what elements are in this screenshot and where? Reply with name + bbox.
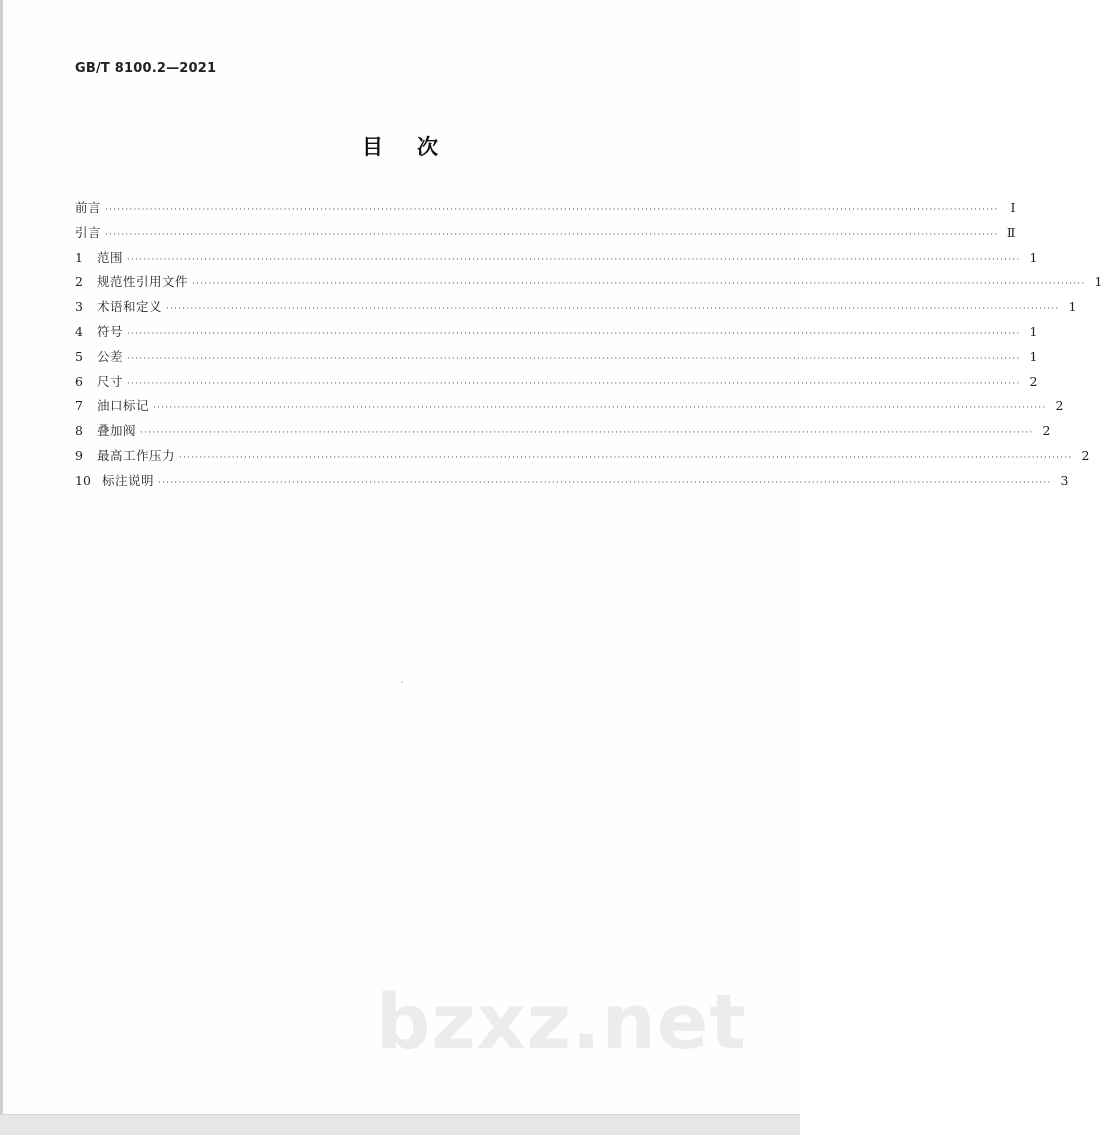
toc-entry-page: Ⅱ xyxy=(1006,224,1016,240)
toc-entry[interactable] xyxy=(75,471,1069,496)
toc-entry-label: 前言 xyxy=(75,200,102,215)
toc-entry[interactable] xyxy=(75,421,1051,446)
toc-entry-number: 9 xyxy=(75,447,83,463)
standard-number: GB/T 8100.2—2021 xyxy=(75,61,217,76)
toc-entry-number: 6 xyxy=(75,373,83,389)
toc-entry[interactable] xyxy=(75,297,1077,322)
toc-leader-dots: ···························································································································································································································· xyxy=(192,279,1086,290)
toc-entry-label: 油口标记 xyxy=(97,398,150,414)
toc-leader-dots: ···························································································································································································································· xyxy=(127,328,1021,339)
toc-entry-label: 规范性引用文件 xyxy=(97,274,189,290)
table-of-contents xyxy=(75,198,1102,496)
toc-entry[interactable] xyxy=(75,272,1102,297)
toc-entry-number: 1 xyxy=(75,249,83,265)
toc-entry-label: 符号 xyxy=(97,323,124,339)
toc-entry-page: 1 xyxy=(1029,348,1038,364)
toc-leader-dots: ···························································································································································································································· xyxy=(153,403,1047,414)
toc-leader-dots: ···························································································································································································································· xyxy=(105,229,999,240)
toc-leader-dots: ···························································································································································································································· xyxy=(166,304,1060,315)
toc-entry-page: 2 xyxy=(1055,398,1064,414)
toc-leader-dots: ···························································································································································································································· xyxy=(127,353,1021,364)
toc-entry-label: 叠加阀 xyxy=(97,423,137,439)
toc-title: 目次 xyxy=(362,135,472,159)
toc-entry-label: 引言 xyxy=(75,224,102,240)
toc-entry-page: Ⅰ xyxy=(1010,200,1016,215)
toc-entry[interactable] xyxy=(75,372,1038,397)
toc-entry-page: 1 xyxy=(1029,249,1038,265)
toc-leader-dots: ···························································································································································································································· xyxy=(158,477,1052,488)
toc-leader-dots: ···························································································································································································································· xyxy=(127,378,1021,389)
toc-entry-page: 1 xyxy=(1094,274,1102,290)
toc-entry-number: 7 xyxy=(75,398,83,414)
page-bottom-band xyxy=(0,1114,800,1135)
toc-entry-label: 公差 xyxy=(97,348,124,364)
toc-entry-number: 4 xyxy=(75,323,83,339)
toc-entry-page: 2 xyxy=(1029,373,1038,389)
toc-entry[interactable] xyxy=(75,322,1038,347)
toc-entry-number: 5 xyxy=(75,348,83,364)
toc-entry-number: 8 xyxy=(75,423,83,439)
scan-speck xyxy=(401,681,403,683)
toc-entry[interactable] xyxy=(75,396,1064,421)
toc-entry-page: 1 xyxy=(1068,299,1077,315)
toc-entry-label: 最高工作压力 xyxy=(97,447,176,463)
toc-entry-label: 术语和定义 xyxy=(97,299,163,315)
toc-entry-number: 3 xyxy=(75,299,83,315)
toc-entry[interactable] xyxy=(75,347,1038,372)
watermark: bzxz.net xyxy=(376,977,747,1066)
toc-entry-page: 1 xyxy=(1029,323,1038,339)
toc-leader-dots: ···························································································································································································································· xyxy=(105,205,999,215)
toc-entry-number: 10 xyxy=(75,472,91,488)
toc-entry[interactable] xyxy=(75,223,1016,248)
toc-leader-dots: ···························································································································································································································· xyxy=(127,254,1021,265)
toc-entry[interactable] xyxy=(75,248,1038,273)
toc-entry-page: 2 xyxy=(1081,447,1090,463)
toc-entry[interactable] xyxy=(75,446,1090,471)
toc-entry-label: 尺寸 xyxy=(97,373,124,389)
toc-entry-page: 3 xyxy=(1060,472,1069,488)
toc-entry-number: 2 xyxy=(75,274,83,290)
toc-leader-dots: ···························································································································································································································· xyxy=(179,452,1073,463)
toc-entry-page: 2 xyxy=(1042,423,1051,439)
toc-leader-dots: ···························································································································································································································· xyxy=(140,428,1034,439)
toc-entry[interactable] xyxy=(75,198,1016,223)
toc-entry-label: 标注说明 xyxy=(102,472,155,488)
page-left-edge xyxy=(0,0,3,1134)
toc-entry-label: 范围 xyxy=(97,249,124,265)
